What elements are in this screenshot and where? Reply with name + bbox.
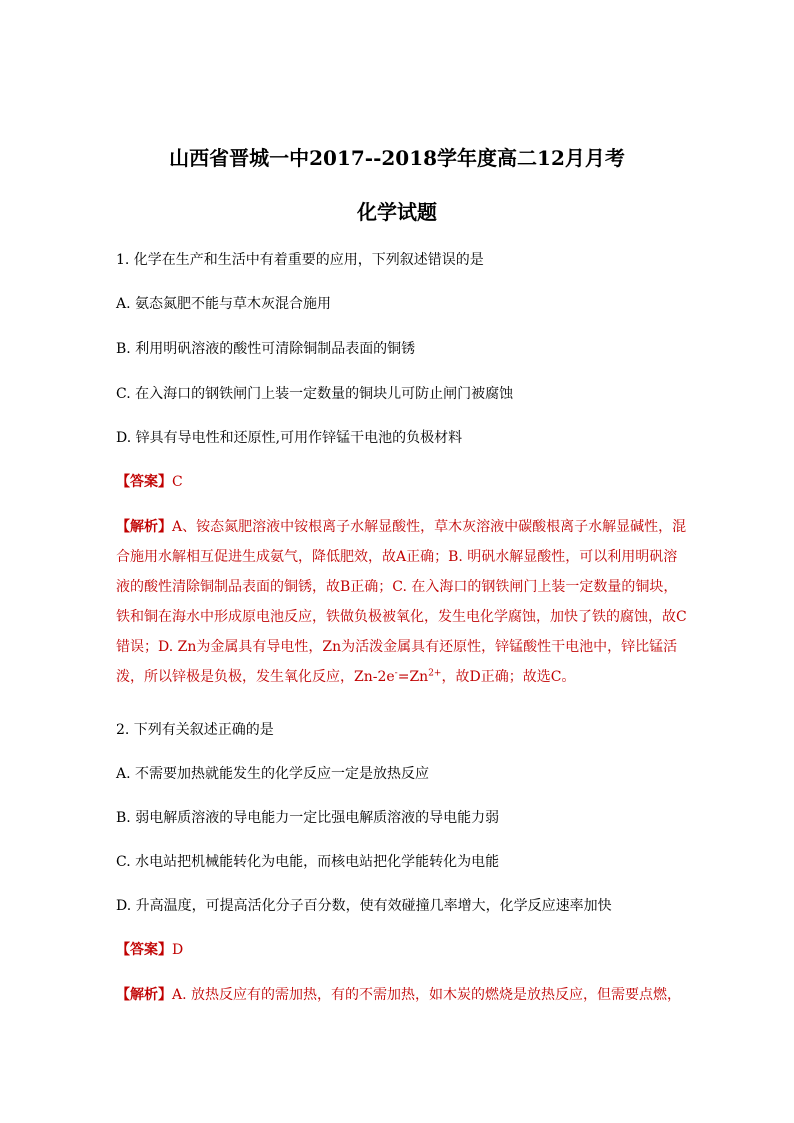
question-1-option-d: D. 锌具有导电性和还原性,可用作锌锰干电池的负极材料 — [116, 430, 463, 446]
analysis-label: 【解析】 — [116, 519, 172, 535]
analysis-label: 【解析】 — [116, 987, 172, 1003]
question-2-analysis — [116, 980, 696, 1010]
question-1-answer — [116, 472, 696, 492]
question-2-option-c: C. 水电站把机械能转化为电能，而核电站把化学能转化为电能 — [116, 854, 500, 870]
exam-subtitle: 化学试题 — [357, 200, 437, 224]
analysis-line: 泼，所以锌极是负极，发生氧化反应，$Zn-2e^-=Zn^{2+}$，故D正确；故选C。 — [116, 668, 576, 685]
question-2-stem: 2. 下列有关叙述正确的是 — [116, 722, 274, 738]
analysis-line: 铁和铜在海水中形成原电池反应，铁做负极被氧化，发生电化学腐蚀，加快了铁的腐蚀，故C — [116, 609, 687, 625]
question-1-stem: 1. 化学在生产和生活中有着重要的应用，下列叙述错误的是 — [116, 252, 484, 268]
question-2-option-a: A. 不需要加热就能发生的化学反应一定是放热反应 — [116, 766, 430, 782]
answer-value: D — [172, 942, 184, 958]
answer-value: C — [172, 474, 183, 490]
analysis-line: 合施用水解相互促进生成氨气，降低肥效，故A正确；B. 明矾水解显酸性，可以利用明矾溶 — [116, 549, 678, 565]
analysis-line: 液的酸性清除铜制品表面的铜锈，故B正确；C. 在入海口的钢铁闸门上装一定数量的铜块， — [116, 579, 678, 595]
answer-label: 【答案】 — [116, 474, 172, 490]
question-1-option-b: B. 利用明矾溶液的酸性可清除铜制品表面的铜锈 — [116, 341, 416, 357]
analysis-line: 【解析】A、铵态氮肥溶液中铵根离子水解显酸性，草木灰溶液中碳酸根离子水解显碱性，混 — [116, 519, 687, 535]
question-2-option-b: B. 弱电解质溶液的导电能力一定比强电解质溶液的导电能力弱 — [116, 810, 500, 826]
exam-title: 山西省晋城一中2017--2018学年度高二12月月考 — [169, 146, 625, 170]
analysis-line: 错误；D. Zn为金属具有导电性，Zn为活泼金属具有还原性，锌锰酸性干电池中，锌比锰活 — [116, 639, 678, 655]
question-2-answer — [116, 940, 696, 960]
question-1-analysis — [116, 512, 696, 692]
question-1-option-a: A. 氨态氮肥不能与草木灰混合施用 — [116, 296, 332, 312]
analysis-line: 【解析】A. 放热反应有的需加热，有的不需加热，如木炭的燃烧是放热反应，但需要点燃， — [116, 987, 682, 1003]
question-1-option-c: C. 在入海口的钢铁闸门上装一定数量的铜块儿可防止闸门被腐蚀 — [116, 386, 514, 402]
question-2-option-d: D. 升高温度，可提高活化分子百分数，使有效碰撞几率增大，化学反应速率加快 — [116, 898, 612, 914]
answer-label: 【答案】 — [116, 942, 172, 958]
